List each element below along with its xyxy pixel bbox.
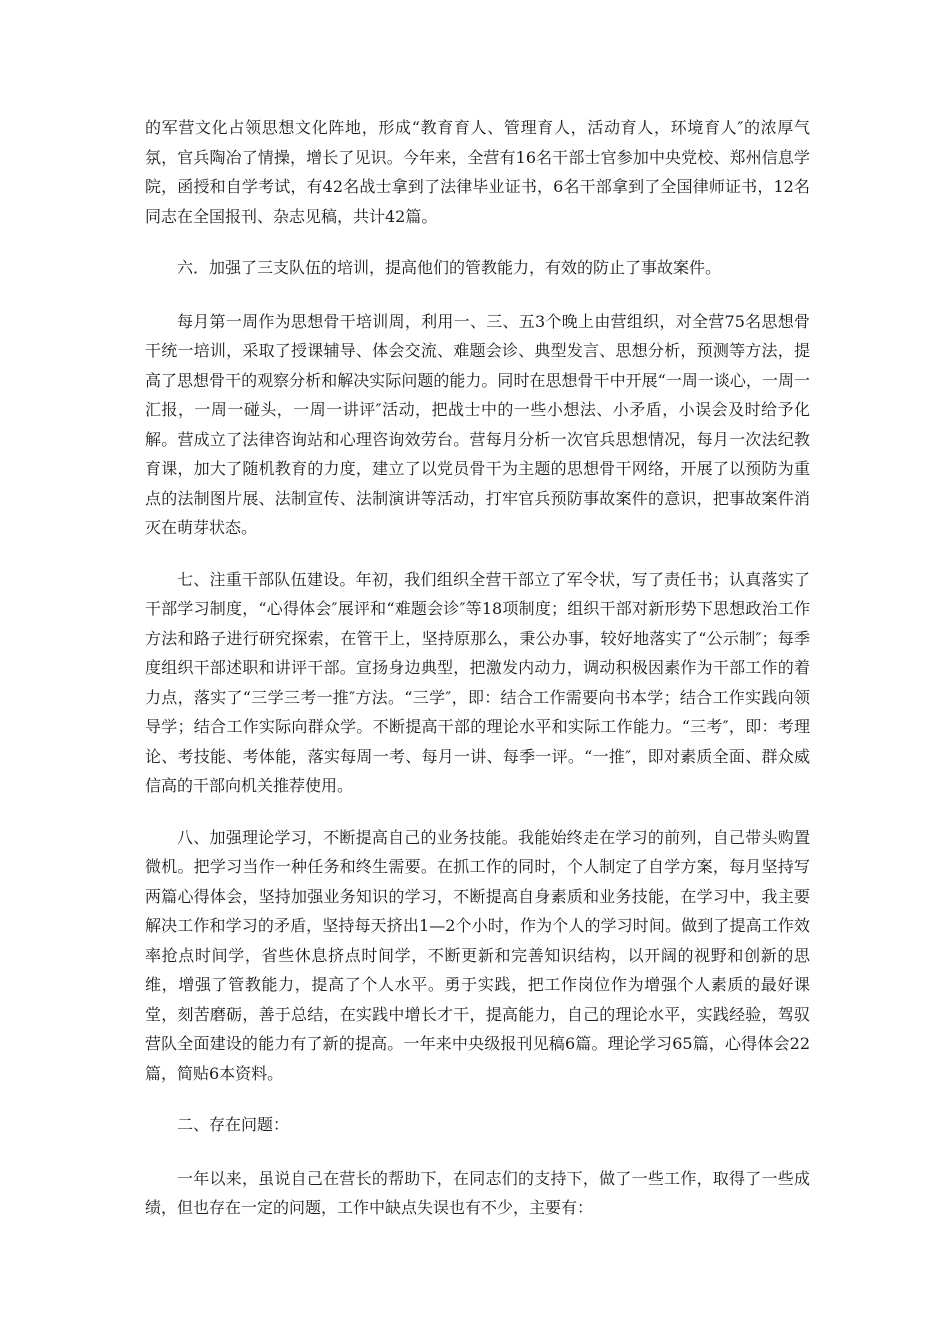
paragraph-problems-intro: 一年以来，虽说自己在营长的帮助下，在同志们的支持下，做了一些工作，取得了一些成绩，但也存在一定的问题，工作中缺点失误也有不少，主要有： xyxy=(145,1168,810,1217)
section-seven-cadre-building: 七、注重干部队伍建设。年初，我们组织全营干部立了军令状，写了责任书；认真落实了干部学习制度，“心得体会″展评和“难题会诊″等18项制度；组织干部对新形势下思想政治工作方法和路子进行研究探索，在管干上，坚持原那么，秉公办事，较好地落实了“公示制″；每季度组织干部述职和讲评干部。宣扬身边典型，把激发内动力，调动积极因素作为干部工作的着力点，落实了“三学三考一推″方法。“三学″，即：结合工作需要向书本学；结合工作实践向领导学；结合工作实际向群众学。不断提高干部的理论水平和实际工作能力。“三考″，即：考理论、考技能、考体能，落实每周一考、每月一讲、每季一评。“一推″，即对素质全面、群众威信高的干部向机关推荐使用。 xyxy=(145,569,810,795)
section-heading-six: 六．加强了三支队伍的培训，提高他们的管教能力，有效的防止了事故案件。 xyxy=(177,258,722,277)
section-eight-theory-study: 八、加强理论学习，不断提高自己的业务技能。我能始终走在学习的前列，自己带头购置微机。把学习当作一种任务和终生需要。在抓工作的同时，个人制定了自学方案，每月坚持写两篇心得体会，坚持加强业务知识的学习，不断提高自身素质和业务技能，在学习中，我主要解决工作和学习的矛盾，坚持每天挤出1—2个小时，作为个人的学习时间。做到了提高工作效率抢点时间学，省些休息挤点时间学，不断更新和完善知识结构，以开阔的视野和创新的思维，增强了管教能力，提高了个人水平。勇于实践，把工作岗位作为增强个人素质的最好课堂，刻苦磨砺，善于总结，在实践中增长才干，提高能力，自己的理论水平，实践经验，驾驭营队全面建设的能力有了新的提高。一年来中央级报刊见稿6篇。理论学习65篇，心得体会22篇，简贴6本资料。 xyxy=(145,827,810,1083)
paragraph-continuation: 的军营文化占领思想文化阵地，形成“教育育人、管理育人，活动育人，环境育人″的浓厚气氛，官兵陶冶了情操，增长了见识。今年来，全营有16名干部士官参加中央党校、郑州信息学院，函授和自学考试，有42名战士拿到了法律毕业证书，6名干部拿到了全国律师证书，12名同志在全国报刊、杂志见稿，共计42篇。 xyxy=(145,118,810,226)
section-heading-problems: 二、存在问题： xyxy=(177,1115,290,1134)
document-page xyxy=(145,113,810,1245)
paragraph-training: 每月第一周作为思想骨干培训周，利用一、三、五3个晚上由营组织，对全营75名思想骨干统一培训，采取了授课辅导、体会交流、难题会诊、典型发言、思想分析，预测等方法，提高了思想骨干的观察分析和解决实际问题的能力。同时在思想骨干中开展“一周一谈心，一周一汇报，一周一碰头，一周一讲评″活动，把战士中的一些小想法、小矛盾，小误会及时给予化解。营成立了法律咨询站和心理咨询效劳台。营每月分析一次官兵思想情况，每月一次法纪教育课，加大了随机教育的力度，建立了以党员骨干为主题的思想骨干网络，开展了以预防为重点的法制图片展、法制宣传、法制演讲等活动，打牢官兵预防事故案件的意识，把事故案件消灭在萌芽状态。 xyxy=(145,311,810,537)
